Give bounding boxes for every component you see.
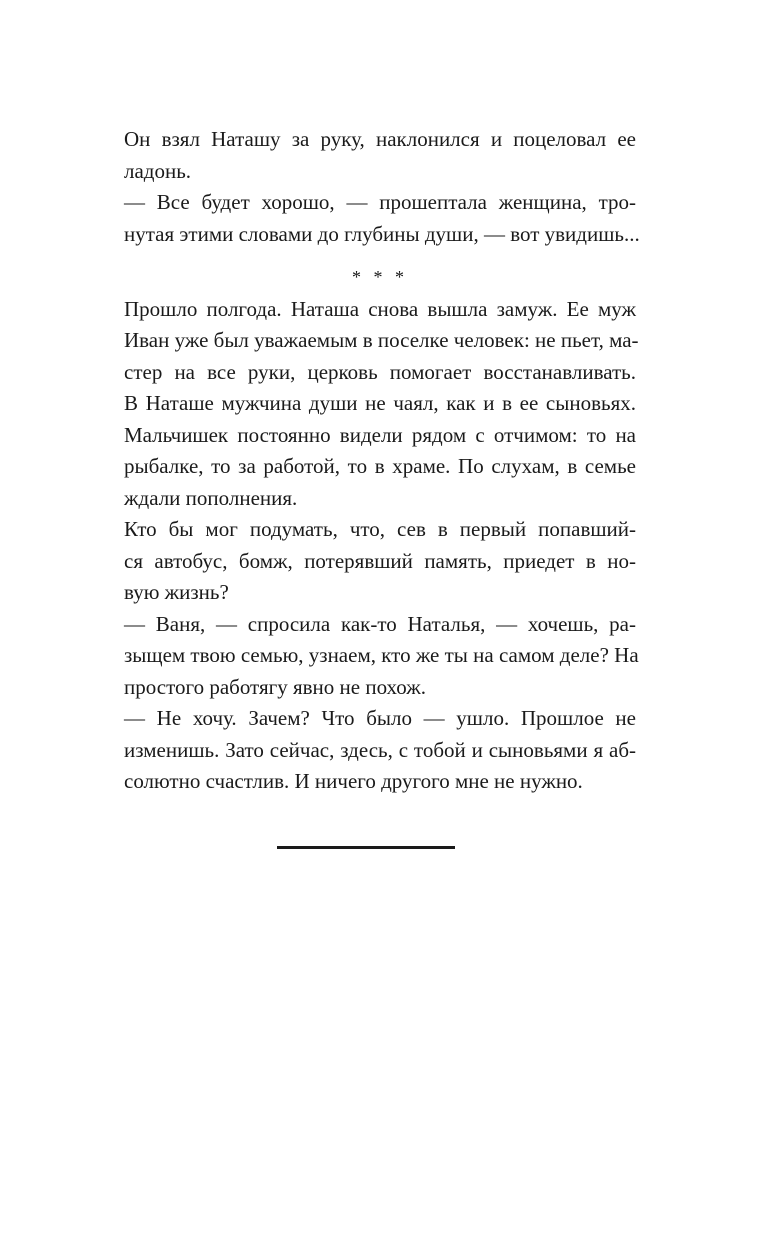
text-line: вую жизнь? xyxy=(124,580,229,604)
text-line: солютно счастлив. И ничего другого мне не нужно. xyxy=(124,769,583,793)
text-line: ждали пополнения. xyxy=(124,485,298,510)
section-spacer xyxy=(124,250,636,256)
text-line: Он взял Наташу за руку, наклонился и поцеловал ее xyxy=(124,127,636,151)
text-line: зыщем твою семью, узнаем, кто же ты на самом деле? На xyxy=(124,643,639,667)
body-text xyxy=(124,124,640,798)
text-line: изменишь. Зато сейчас, здесь, с тобой и сыновьями я аб- xyxy=(124,737,636,762)
chapter-end-rule xyxy=(277,846,455,849)
text-line: рыбалке, то за работой, то в храме. По слухам, в семье xyxy=(124,454,636,478)
text-line: ся автобус, бомж, потерявший память, приедет в но- xyxy=(124,548,636,573)
text-line: — Не хочу. Зачем? Что было — ушло. Прошлое не xyxy=(124,706,636,730)
text-line: — Ваня, — спросила как-то Наталья, — хочешь, ра- xyxy=(124,611,636,636)
text-line: ладонь. xyxy=(124,158,192,183)
text-line: Прошло полгода. Наташа снова вышла замуж. Ее муж xyxy=(124,296,636,321)
text-line: В Наташе мужчина души не чаял, как и в ее сыновьях. xyxy=(124,391,636,415)
text-line: нутая этими словами до глубины души, — вот увидишь... xyxy=(124,221,640,246)
text-line: — Все будет хорошо, — прошептала женщина, тро- xyxy=(124,190,636,214)
text-line: стер на все руки, церковь помогает восстанавливать. xyxy=(124,359,636,384)
section-separator: * * * xyxy=(352,267,408,287)
text-line: Кто бы мог подумать, что, сев в первый попавший- xyxy=(124,517,636,541)
text-line: Мальчишек постоянно видели рядом с отчимом: то на xyxy=(124,422,636,447)
text-line: простого работягу явно не похож. xyxy=(124,674,426,699)
text-line: Иван уже был уважаемым в поселке человек: не пьет, ма- xyxy=(124,328,639,352)
